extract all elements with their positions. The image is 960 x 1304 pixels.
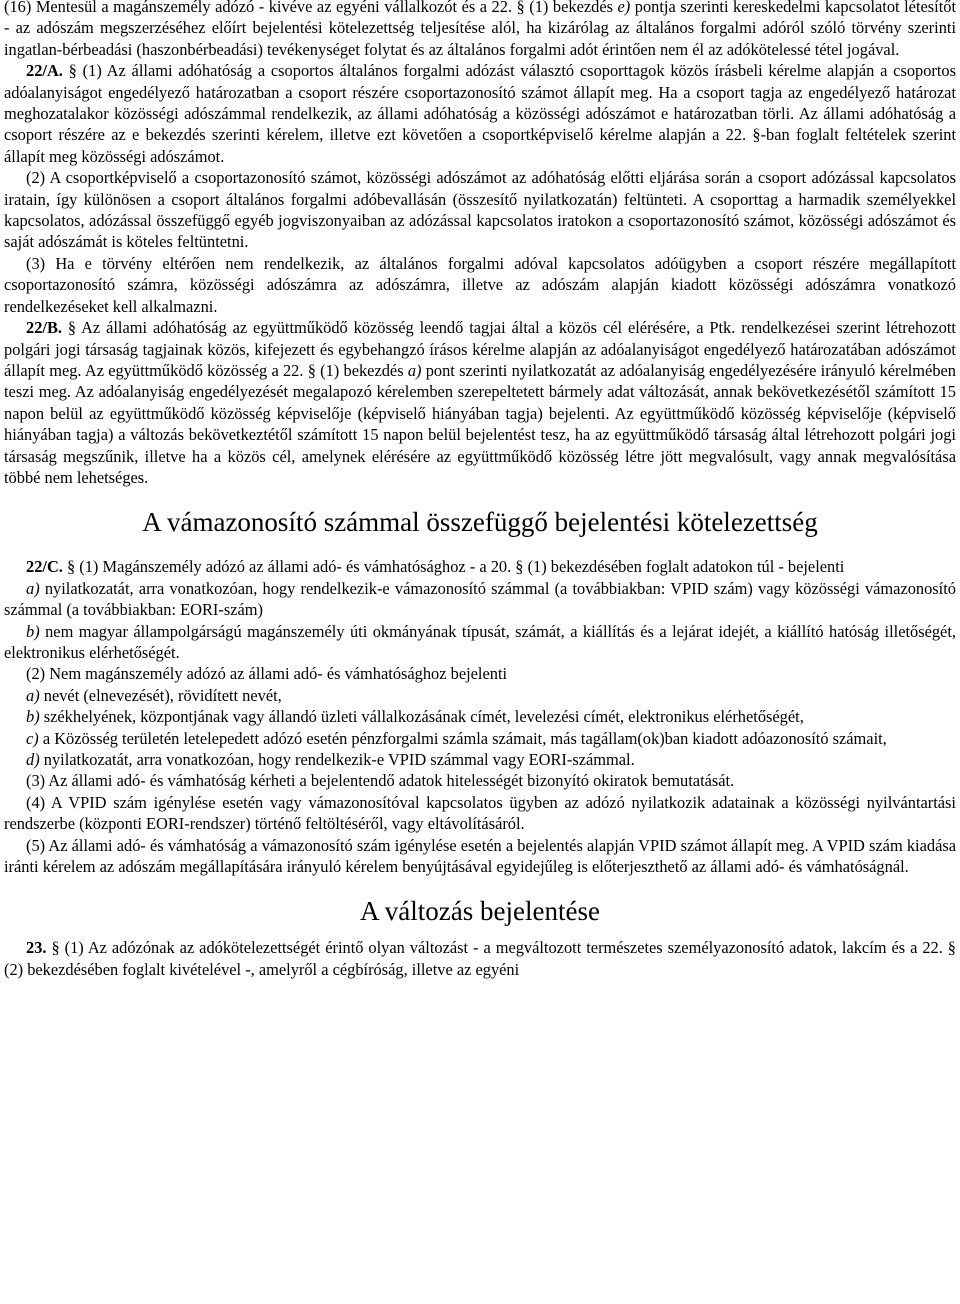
- paragraph-22a-1: 22/A. § (1) Az állami adóhatóság a csoportos általános forgalmi adózást választó csoporttagok közös írásbeli kérelme alapján a csoportos adóalanyiságot engedélyező határozatban a csoport részére csoportazonosító számot állapít meg. Ha a csoport tagja az engedélyező határozat meghozatalakor közösségi adószámmal rendelkezik, az állami adóhatóság a közösségi adószámot e határozatban törli. Az állami adóhatóság a csoport részére az e bekezdés szerinti kérelem, illetve ezt követően a csoportképviselő kérelme alapján a 22. §-ban foglalt feltételek szerint állapít meg közösségi adószámot.: [4, 61, 956, 166]
- paragraph-22a-2: (2) A csoportképviselő a csoportazonosító számot, közösségi adószámot az adóhatóság előtti eljárása során a csoport adózással kapcsolatos iratain, így különösen a csoport általános forgalmi adóbevallásán (összesítő nyilatkozatán) feltünteti. A csoporttag a harmadik személyekkel kapcsolatos, adózással összefüggő egyéb jogviszonyaiban az adózással kapcsolatos iratokon a csoportazonosító számot, közösségi adószámot és saját adószámát is köteles feltüntetni.: [4, 168, 956, 252]
- paragraph-22c-2b: b) székhelyének, központjának vagy állandó üzleti vállalkozásának címét, levelezési címét, elektronikus elérhetőségét,: [26, 707, 804, 727]
- paragraph-22c-1: 22/C. § (1) Magánszemély adózó az állami adó- és vámhatósághoz - a 20. § (1) bekezdésében foglalt adatokon túl - bejelenti: [26, 557, 845, 577]
- heading-valtozas-bejelentese: A változás bejelentése: [360, 896, 600, 927]
- paragraph-22c-1a: a) nyilatkozatát, arra vonatkozóan, hogy rendelkezik-e vámazonosító számmal (a továbbiakban: VPID szám) vagy közösségi vámazonosító számmal (a továbbiakban: EORI-szám): [4, 578, 956, 620]
- heading-vamazonosito: A vámazonosító számmal összefüggő bejelentési kötelezettség: [142, 507, 818, 538]
- paragraph-22c-4: (4) A VPID szám igénylése esetén vagy vámazonosítóval kapcsolatos ügyben az adózó nyilatkozik adatainak a közösségi nyilvántartási rendszerbe (központi EORI-rendszer) történő feltöltéséről, vagy eltávolításáról.: [4, 792, 956, 834]
- paragraph-22c-2c: c) a Közösség területén letelepedett adózó esetén pénzforgalmi számla számait, más tagállam(ok)ban kiadott adóazonosító számait,: [26, 728, 887, 748]
- paragraph-22c-3: (3) Az állami adó- és vámhatóság kérheti a bejelentendő adatok hitelességét bizonyító okiratok bemutatását.: [26, 771, 735, 791]
- paragraph-22c-2d: d) nyilatkozatát, arra vonatkozóan, hogy rendelkezik-e VPID számmal vagy EORI-számmal.: [26, 750, 635, 769]
- paragraph-16: (16) Mentesül a magánszemély adózó - kivéve az egyéni vállalkozót és a 22. § (1) bekezdés e) pontja szerinti kereskedelmi kapcsolatot létesítőt - az adószám megszerzéséhez előírt bejelentési kötelezettség teljesítése alól, ha kizárólag az általános forgalmi adóról szóló törvény szerinti ingatlan-bérbeadási (haszonbérbeadási) tevékenységet folytat és az általános forgalmi adót érintően nem él az adókötelessé tétel jogával.: [4, 0, 957, 59]
- paragraph-22c-2a: a) nevét (elnevezését), rövidített nevét,: [26, 685, 282, 705]
- section-number-22b: 22/B.: [26, 318, 62, 338]
- paragraph-22a-3: (3) Ha e törvény eltérően nem rendelkezik, az általános forgalmi adóval kapcsolatos adóügyben a csoport részére megállapított csoportazonosító számra, közösségi adószámra az adószámra, illetve az adószám alapján kiadott közösségi adószámra vonatkozó rendelkezéseket kell alkalmazni.: [4, 253, 956, 316]
- section-number-23: 23.: [26, 938, 47, 958]
- paragraph-23-1: 23. § (1) Az adózónak az adókötelezettségét érintő olyan változást - a megváltozott természetes személyazonosító adatok, lakcím és a 22. § (2) bekezdésében foglalt kivételével -, amelyről a cégbíróság, illetve az egyéni: [4, 938, 956, 979]
- paragraph-22c-2: (2) Nem magánszemély adózó az állami adó- és vámhatósághoz bejelenti: [26, 664, 508, 684]
- paragraph-22c-5: (5) Az állami adó- és vámhatóság a vámazonosító szám igénylése esetén a bejelentés alapján VPID számot állapít meg. A VPID szám kiadása iránti kérelem az adószám megállapítására irányuló kérelem benyújtásával egyidejűleg is előterjeszthető az állami adó- és vámhatóságnál.: [4, 835, 956, 877]
- section-number-22c: 22/C.: [26, 557, 63, 577]
- paragraph-22b: 22/B. § Az állami adóhatóság az együttműködő közösség leendő tagjai által a közös cél elérésére, a Ptk. rendelkezései szerint létrehozott polgári jogi társaság tagjainak közös, kifejezett és egybehangzó írásos kérelme alapján az adóalanyiságot engedélyező határozatában adószámot állapít meg. Az együttműködő közösség a 22. § (1) bekezdés a) pont szerinti nyilatkozatát az adóalanyiság engedélyezésére irányuló kérelmében teszi meg. Az adóalanyiság engedélyezését megalapozó kérelemben szerepeltetett bármely adat változását, annak bekövetkezésétől számított 15 napon belül az együttműködő közösség képviselője (képviselő hiányában tagja) bejelenti. Az együttműködő közösség képviselője (képviselő hiányában tagja) a változás bekövetkeztétől számított 15 napon belül bejelentést tesz, ha az együttműködő társaság által létrehozott polgári jogi társaság megszűnik, illetve ha a közös cél, amelynek elérésére az együttműködő közösség létre jött megvalósult, vagy annak megvalósítása többé nem lehetséges.: [4, 318, 956, 487]
- paragraph-22c-1b: b) nem magyar állampolgárságú magánszemély úti okmányának típusát, számát, a kiállítás és a lejárat idejét, a kiállító hatóság illetőségét, elektronikus elérhetőségét.: [4, 621, 956, 662]
- section-number-22a: 22/A.: [26, 61, 63, 81]
